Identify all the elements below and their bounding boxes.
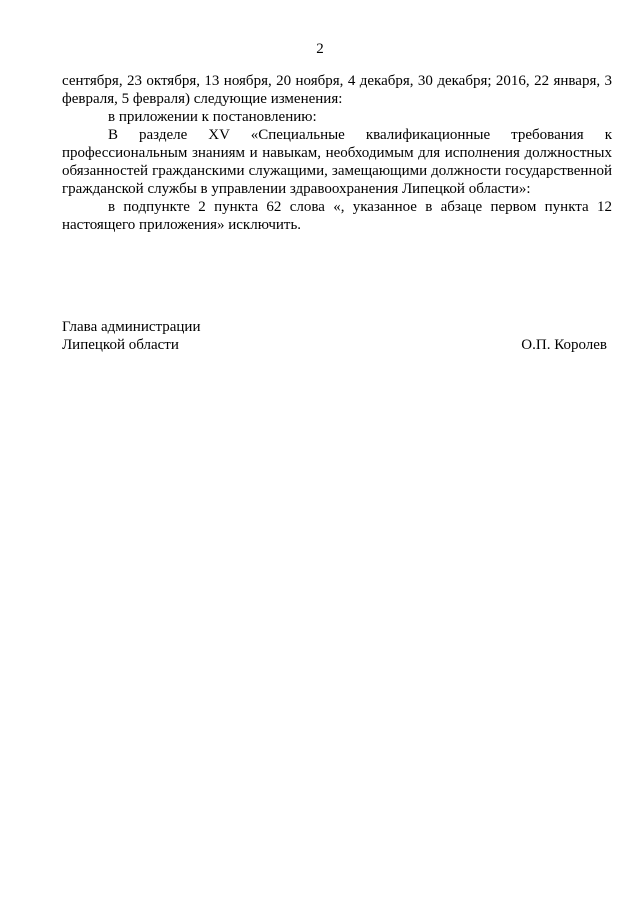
signature-block (62, 318, 607, 354)
signature-region-line (62, 336, 607, 354)
paragraph-continuation: сентября, 23 октября, 13 ноября, 20 ноября, 4 декабря, 30 декабря; 2016, 22 января, 3 февраля, 5 февраля) следующие изменения: (62, 73, 612, 107)
paragraph-subpoint-change: в подпункте 2 пункта 62 слова «, указанное в абзаце первом пункта 12 настоящего приложения» исключить. (62, 199, 612, 233)
document-body (62, 72, 612, 234)
paragraph-appendix-intro: в приложении к постановлению: (108, 109, 317, 125)
signature-title-line (62, 318, 607, 336)
paragraph-section-xv: В разделе XV «Специальные квалификационные требования к профессиональным знаниям и навыкам, необходимым для исполнения должностных обязанностей гражданскими служащими, замещающими должности государственной гражданской службы в управлении здравоохранения Липецкой области»: (62, 127, 612, 197)
page-number: 2 (316, 41, 324, 57)
signatory-title: Глава администрации (62, 319, 201, 335)
signatory-name: О.П. Королев (521, 337, 607, 353)
signatory-region: Липецкой области (62, 337, 179, 353)
